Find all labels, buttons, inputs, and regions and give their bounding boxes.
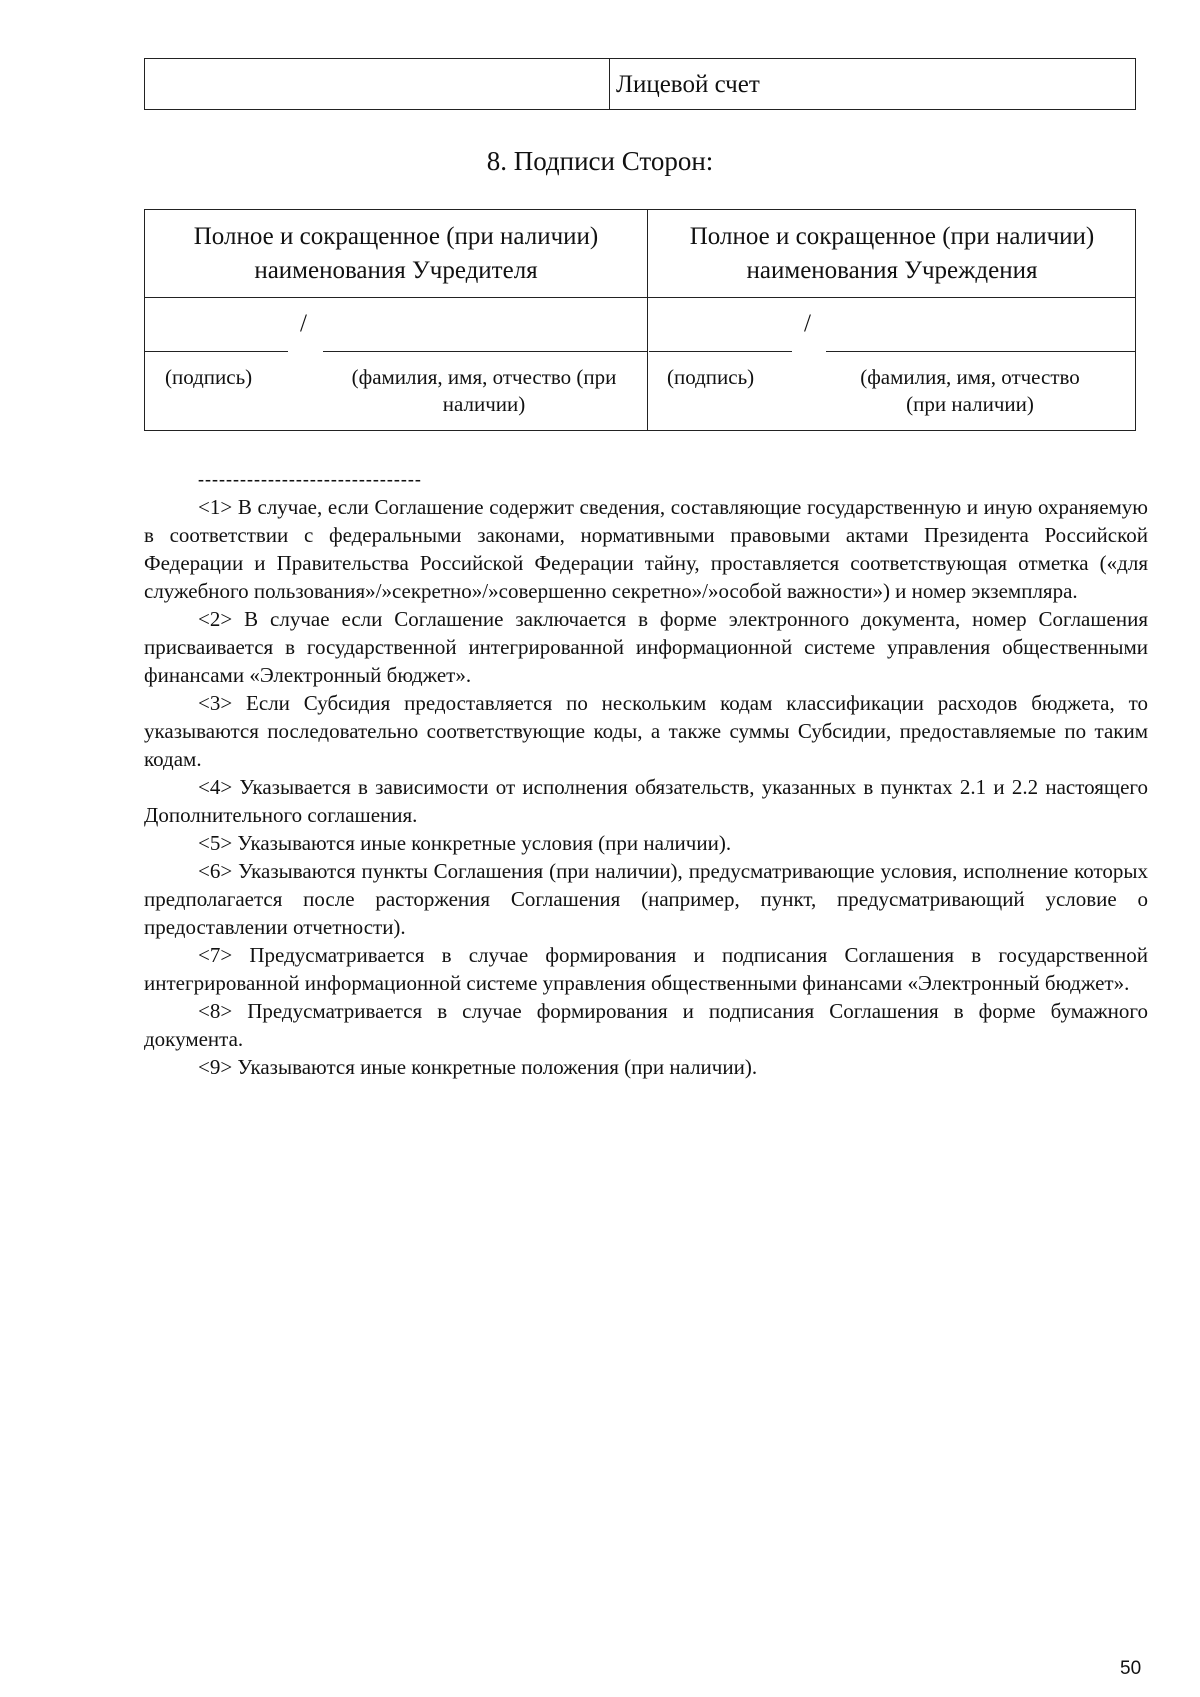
founder-fullname-line [323, 351, 647, 352]
footnote-7: <7> Предусматривается в случае формирования и подписания Соглашения в государственной интегрированной информационной системе управления общественными финансами «Электронный бюджет». [144, 943, 1148, 995]
footnote-2: <2> В случае если Соглашение заключается в форме электронного документа, номер Соглашения присваивается в государственной интегрированной информационной системе управления общественными финансами «Электронный бюджет». [144, 607, 1148, 687]
footnotes [144, 465, 1148, 1081]
institution-fullname-line [826, 351, 1135, 352]
institution-separator: / [804, 310, 811, 337]
account-table-empty-cell [145, 59, 610, 109]
founder-signature-caption: (подпись) [165, 365, 253, 389]
footnote-5: <5> Указываются иные конкретные условия (при наличии). [198, 831, 732, 855]
footnote-8: <8> Предусматривается в случае формирования и подписания Соглашения в форме бумажного документа. [144, 999, 1148, 1051]
account-table [144, 58, 1136, 110]
footnote-6: <6> Указываются пункты Соглашения (при наличии), предусматривающие условия, исполнение которых предполагается после расторжения Соглашения (например, пункт, предусматривающий условие о предоставлении отчетности). [144, 859, 1148, 939]
institution-signature-caption: (подпись) [667, 365, 755, 389]
institution-signature-line [649, 351, 792, 352]
institution-name-header: Полное и сокращенное (при наличии) наименования Учреждения [689, 223, 1095, 284]
footnote-9: <9> Указываются иные конкретные положения (при наличии). [198, 1055, 758, 1079]
row-divider [145, 297, 1135, 298]
founder-signature-line [145, 351, 288, 352]
footnote-1: <1> В случае, если Соглашение содержит сведения, составляющие государственную и иную охраняемую в соответствии с федеральными законами, нормативными правовыми актами Президента Российской Федерации и Правительства Российской Федерации тайну, проставляется соответствующая отметка («для служебного пользования»/»секретно»/»совершенно секретно»/»особой важности») и номер экземпляра. [144, 495, 1148, 603]
signatures-table [144, 209, 1136, 431]
account-label: Лицевой счет [616, 71, 760, 98]
footnote-4: <4> Указывается в зависимости от исполнения обязательств, указанных в пунктах 2.1 и 2.2 настоящего Дополнительного соглашения. [144, 775, 1148, 827]
footnote-separator: -------------------------------- [198, 469, 422, 489]
founder-fullname-caption: (фамилия, имя, отчество (при наличии) [351, 365, 617, 416]
page-number: 50 [1120, 1658, 1142, 1679]
column-divider [647, 210, 648, 430]
section-title: 8. Подписи Сторон: [486, 146, 714, 176]
founder-separator: / [300, 310, 307, 337]
footnote-3: <3> Если Субсидия предоставляется по нескольким кодам классификации расходов бюджета, то указываются последовательно соответствующие коды, а также суммы Субсидии, предоставляемые по таким кодам. [144, 691, 1148, 771]
founder-name-header: Полное и сокращенное (при наличии) наименования Учредителя [193, 223, 599, 284]
institution-fullname-caption: (фамилия, имя, отчество (при наличии) [860, 365, 1080, 416]
